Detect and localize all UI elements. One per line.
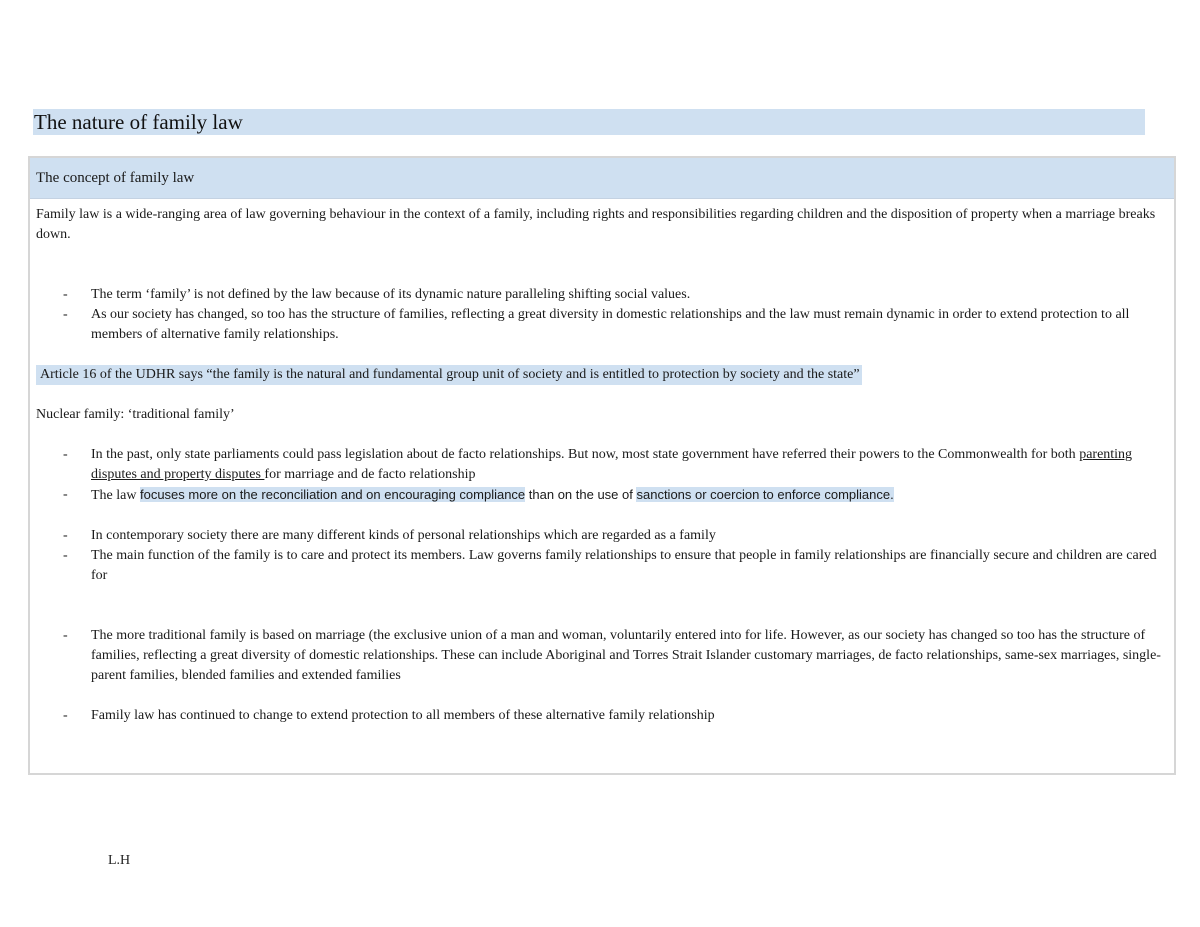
spacer <box>36 385 1164 405</box>
nuclear-family-heading: Nuclear family: ‘traditional family’ <box>36 407 235 422</box>
bullet-dash: - <box>63 628 68 643</box>
bullet-text: In contemporary society there are many different kinds of personal relationships which are regarded as a family <box>91 528 716 543</box>
list-item <box>36 626 1164 686</box>
bullet-text: for marriage and de facto relationship <box>264 467 476 482</box>
footer-initials: L.H <box>108 853 131 868</box>
bullet-dash: - <box>63 287 68 302</box>
bullet-text: The main function of the family is to care and protect its members. Law governs family relationships to ensure that people in family relationships are financially secure and children are cared for <box>91 548 1157 583</box>
bullet-dash: - <box>63 548 68 563</box>
section-header: The concept of family law <box>30 158 1174 199</box>
bullet-dash: - <box>63 307 68 322</box>
bullet-dash: - <box>63 708 68 723</box>
list-item <box>36 445 1164 485</box>
spacer <box>36 245 1164 285</box>
bullet-dash: - <box>63 528 68 543</box>
list-item <box>36 285 1164 305</box>
list-item <box>36 526 1164 546</box>
bullet-text: Family law has continued to change to extend protection to all members of these alternative family relationship <box>91 708 715 723</box>
list-item <box>36 305 1164 345</box>
bullet-text: than on the use of <box>525 487 637 502</box>
spacer <box>36 686 1164 706</box>
bullet-dash: - <box>63 487 68 502</box>
list-item <box>36 485 1164 506</box>
bullet-text: The law <box>91 488 140 503</box>
list-item <box>36 546 1164 586</box>
section-body <box>30 199 1174 726</box>
underlined-text: parenting disputes and property disputes <box>91 447 1133 482</box>
bullet-text: In the past, only state parliaments could pass legislation about de facto relationships. But now, most state government have referred their powers to the Commonwealth for both <box>91 447 1080 462</box>
intro-paragraph: Family law is a wide-ranging area of law governing behaviour in the context of a family, including rights and responsibilities regarding children and the disposition of property when a marriage breaks down. <box>36 207 1156 242</box>
highlighted-quote: Article 16 of the UDHR says “the family is the natural and fundamental group unit of society and is entitled to protection by society and the state” <box>36 365 862 385</box>
list-item <box>36 706 1164 726</box>
bullet-text: The term ‘family’ is not defined by the law because of its dynamic nature paralleling shifting social values. <box>91 287 691 302</box>
bullet-dash: - <box>63 447 68 462</box>
concept-section <box>28 156 1176 775</box>
highlighted-text: focuses more on the reconciliation and on encouraging compliance <box>139 487 526 502</box>
page-title: The nature of family law <box>33 109 1145 135</box>
spacer <box>36 586 1164 626</box>
spacer <box>36 345 1164 365</box>
bullet-text: As our society has changed, so too has the structure of families, reflecting a great diversity in domestic relationships and the law must remain dynamic in order to extend protection to all members of alternative family relationships. <box>91 307 1130 342</box>
udhr-quote <box>36 365 1164 385</box>
bullet-text: The more traditional family is based on marriage (the exclusive union of a man and woman, voluntarily entered into for life. However, as our society has changed so too has the structure of families, reflecting a great diversity of domestic relationships. These can include Aboriginal and Torres Strait Islander customary marriages, de facto relationships, same-sex marriages, single-parent families, blended families and extended families <box>91 628 1161 683</box>
highlighted-text: sanctions or coercion to enforce compliance. <box>636 487 894 502</box>
spacer <box>36 506 1164 526</box>
spacer <box>36 425 1164 445</box>
